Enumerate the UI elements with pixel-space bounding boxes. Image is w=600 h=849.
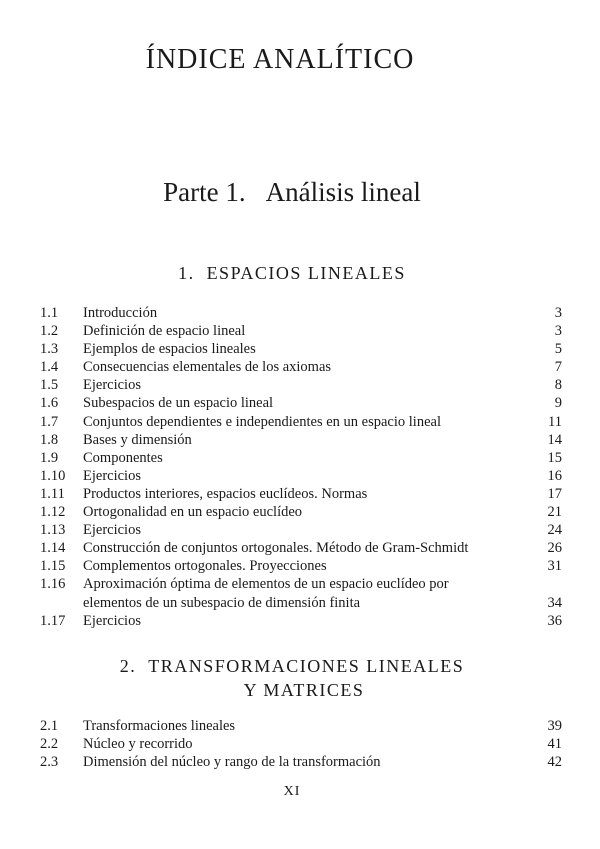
toc-entry-page: 42	[547, 754, 562, 771]
toc-entry	[40, 304, 562, 322]
toc-entry-page: 3	[554, 305, 562, 321]
toc-entry-page: 9	[554, 395, 562, 412]
toc-entry	[40, 413, 562, 431]
toc-entry-text	[83, 557, 518, 575]
toc-entry-page: 21	[547, 504, 562, 521]
toc-entry	[40, 431, 562, 449]
toc-entry-title: Transformaciones lineales	[83, 718, 236, 734]
toc-entry-text	[83, 521, 518, 539]
toc-entry-number: 1.7	[40, 413, 59, 430]
toc-entry	[40, 340, 562, 358]
toc-entry	[40, 467, 562, 485]
toc-entry-text	[83, 503, 518, 521]
toc-entry-title: Ejercicios	[83, 377, 141, 394]
toc-entry-page: 3	[554, 323, 562, 340]
toc-entry-number: 1.14	[40, 540, 66, 557]
toc-entry	[40, 717, 562, 735]
toc-entry-page: 34	[547, 594, 562, 611]
toc-entry	[40, 612, 562, 630]
chapter-number: 1.	[178, 263, 195, 283]
toc-entry-page: 36	[547, 612, 562, 629]
toc-entry-title: Dimensión del núcleo y rango de la transformación	[83, 754, 381, 771]
part-title: Análisis lineal	[265, 177, 421, 207]
chapter-1-toc	[40, 304, 562, 630]
toc-entry	[40, 485, 562, 503]
toc-entry	[40, 575, 562, 611]
toc-entry-title: Complementos ortogonales. Proyecciones	[83, 558, 327, 575]
toc-entry-title: Consecuencias elementales de los axiomas	[83, 359, 332, 376]
toc-entry-text	[83, 449, 518, 467]
toc-entry-page: 8	[554, 377, 562, 394]
toc-entry-number: 1.4	[40, 359, 59, 376]
toc-entry-title: Definición de espacio lineal	[83, 323, 246, 340]
toc-entry-text	[83, 394, 518, 412]
toc-entry-title: Ortogonalidad en un espacio euclídeo	[83, 504, 303, 521]
toc-entry	[40, 503, 562, 521]
toc-entry-page: 16	[547, 467, 562, 484]
toc-entry-title: Bases y dimensión	[83, 431, 192, 448]
toc-entry-number: 1.5	[40, 377, 59, 394]
toc-entry-page: 15	[547, 449, 562, 466]
toc-entry-page: 17	[547, 485, 562, 502]
toc-entry-number: 1.12	[40, 504, 66, 521]
toc-entry	[40, 394, 562, 412]
toc-entry-title: Núcleo y recorrido	[83, 736, 193, 753]
toc-entry-number: 1.15	[40, 558, 66, 575]
page-folio: XI	[283, 784, 301, 799]
toc-entry-title: Productos interiores, espacios euclídeos. Normas	[83, 485, 368, 502]
toc-entry-page: 26	[547, 540, 562, 557]
toc-entry-page: 14	[547, 431, 562, 448]
toc-entry-number: 1.10	[40, 467, 66, 484]
part-heading	[0, 172, 584, 212]
chapter-number: 2.	[119, 656, 137, 676]
chapter-title: ESPACIOS LINEALES	[206, 263, 406, 283]
toc-entry	[40, 322, 562, 340]
toc-entry-text	[83, 735, 518, 753]
toc-entry	[40, 449, 562, 467]
toc-entry-number: 1.16	[40, 576, 66, 593]
toc-entry	[40, 358, 562, 376]
toc-entry-text	[83, 612, 518, 630]
page-title: ÍNDICE ANALÍTICO	[145, 44, 415, 75]
toc-entry-number: 1.9	[40, 449, 59, 466]
toc-entry-text	[83, 753, 518, 771]
toc-entry-page: 24	[547, 522, 562, 539]
toc-entry-title: Ejercicios	[83, 467, 141, 484]
toc-entry-number: 1.6	[40, 395, 59, 412]
toc-entry-title: Conjuntos dependientes e independientes en un espacio lineal	[83, 413, 441, 430]
toc-entry-text	[83, 717, 518, 735]
toc-entry-page: 41	[547, 736, 562, 753]
toc-entry-text	[83, 304, 518, 322]
chapter-2-toc	[40, 717, 562, 771]
toc-entry	[40, 557, 562, 575]
toc-entry-number: 2.1	[40, 718, 59, 734]
toc-entry-page: 7	[554, 359, 562, 376]
toc-entry-title: Ejercicios	[83, 612, 141, 629]
toc-entry-number: 1.3	[40, 341, 59, 358]
toc-entry-text	[83, 467, 518, 485]
toc-entry-title: Ejemplos de espacios lineales	[83, 341, 256, 358]
toc-entry-page: 11	[548, 413, 562, 430]
toc-entry-number: 2.3	[40, 754, 59, 771]
toc-entry-text	[83, 431, 518, 449]
toc-entry-text	[83, 340, 518, 358]
toc-entry-number: 2.2	[40, 736, 59, 753]
toc-entry-title: Construcción de conjuntos ortogonales. Método de Gram-Schmidt	[83, 540, 469, 557]
toc-entry-number: 1.11	[40, 485, 65, 502]
toc-entry-number: 1.2	[40, 323, 59, 340]
toc-entry-page: 5	[554, 341, 562, 358]
toc-entry	[40, 376, 562, 394]
chapter-title-line-2: Y MATRICES	[243, 680, 365, 700]
toc-entry	[40, 735, 562, 753]
toc-entry-number: 1.13	[40, 522, 66, 539]
chapter-2-heading	[0, 654, 584, 702]
toc-entry-text	[83, 413, 518, 431]
chapter-title-line-1: TRANSFORMACIONES LINEALES	[148, 656, 465, 676]
toc-entry-title: Componentes	[83, 449, 163, 466]
toc-entry-title: Introducción	[83, 305, 158, 321]
toc-entry-text	[83, 539, 518, 557]
toc-entry-title-continued: elementos de un subespacio de dimensión finita	[83, 594, 361, 611]
toc-entry-text	[83, 575, 518, 611]
toc-entry-title: Subespacios de un espacio lineal	[83, 395, 274, 412]
toc-entry	[40, 539, 562, 557]
toc-entry	[40, 521, 562, 539]
toc-entry-number: 1.8	[40, 431, 59, 448]
toc-entry-page: 39	[547, 718, 562, 734]
toc-entry-text	[83, 322, 518, 340]
chapter-1-heading	[0, 261, 584, 285]
toc-entry	[40, 753, 562, 771]
toc-entry-page: 31	[547, 558, 562, 575]
toc-entry-number: 1.1	[40, 305, 59, 321]
toc-entry-title: Aproximación óptima de elementos de un espacio euclídeo por	[83, 576, 449, 593]
toc-entry-title: Ejercicios	[83, 522, 141, 539]
toc-entry-text	[83, 358, 518, 376]
toc-entry-text	[83, 376, 518, 394]
toc-entry-number: 1.17	[40, 612, 66, 629]
part-label: Parte 1.	[163, 177, 246, 207]
toc-entry-text	[83, 485, 518, 503]
